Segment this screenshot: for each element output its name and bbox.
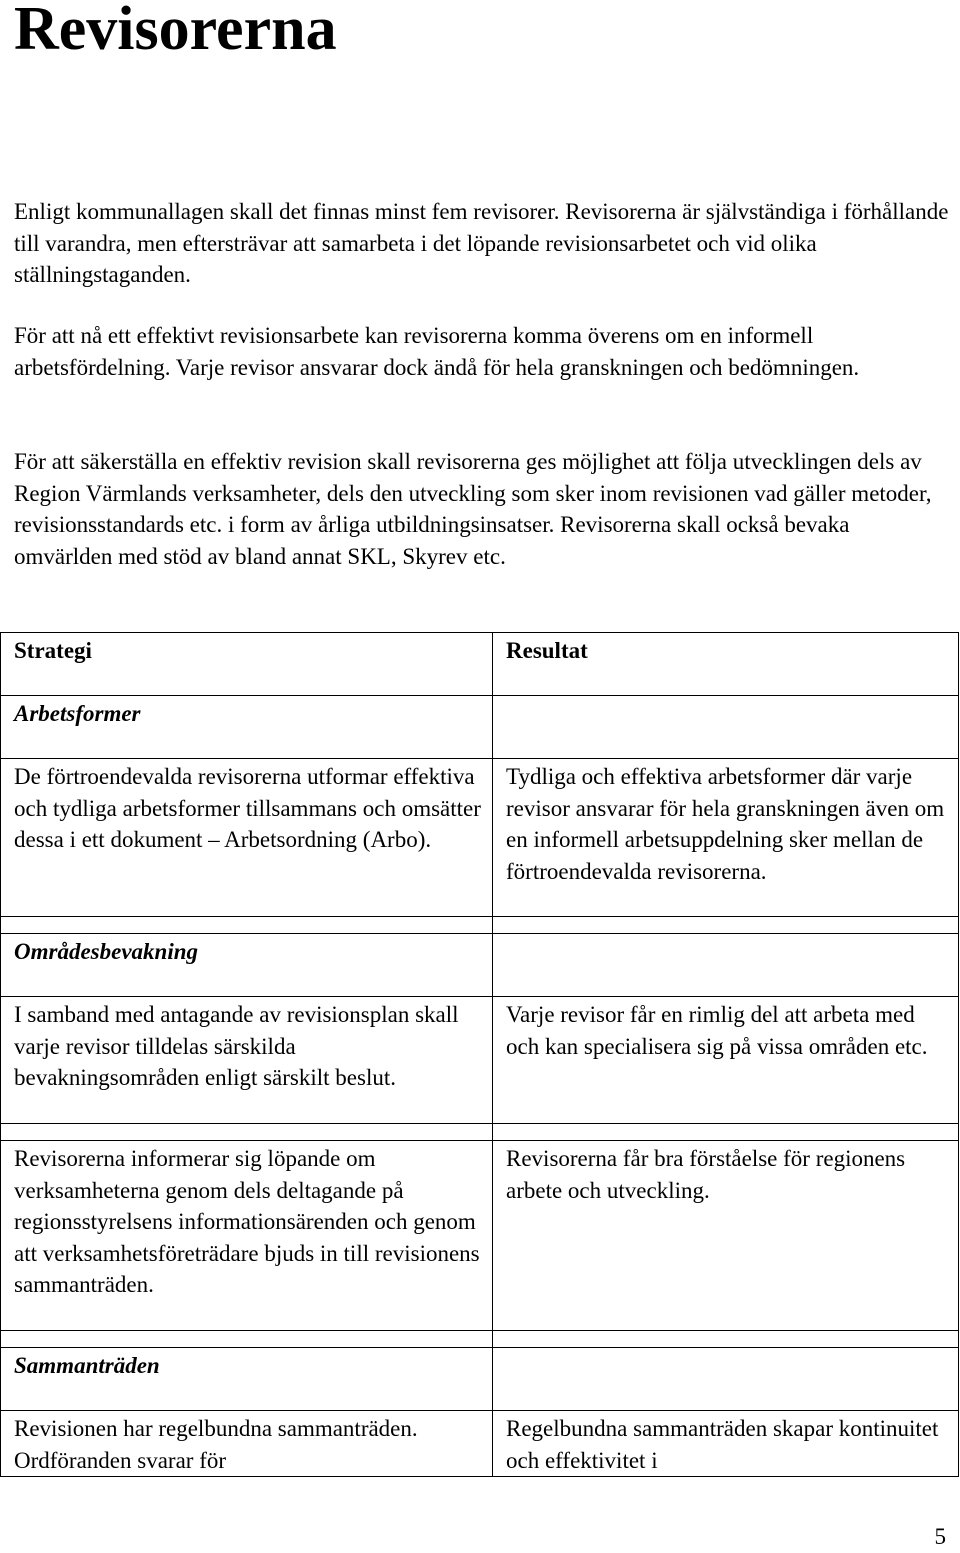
section-row-sammantraden (1, 1348, 959, 1411)
section-row-arbetsformer (1, 696, 959, 759)
paragraph-2: För att nå ett effektivt revisionsarbete kan revisorerna komma överens om en informell arbetsfördelning. Varje revisor ansvarar dock ändå för hela granskningen och bedömningen. (14, 323, 860, 380)
page-number: 5 (934, 1524, 946, 1549)
table-row (1, 1141, 959, 1331)
table-row (1, 997, 959, 1124)
table-row (1, 1411, 959, 1477)
result-cell: Revisorerna får bra förståelse för regionens arbete och utveckling. (493, 1141, 959, 1331)
empty-cell (493, 1348, 959, 1411)
section-heading-omradesbevakning: Områdesbevakning (1, 934, 493, 997)
result-cell: Regelbundna sammanträden skapar kontinuitet och effektivitet i (493, 1411, 959, 1477)
strategy-cell: Revisionen har regelbundna sammanträden. Ordföranden svarar för (1, 1411, 493, 1477)
table-header-row (1, 633, 959, 696)
empty-cell (493, 696, 959, 759)
row-gap (1, 1124, 959, 1141)
row-gap (1, 917, 959, 934)
section-row-omradesbevakning (1, 934, 959, 997)
strategy-table (0, 632, 959, 1477)
column-header-strategy: Strategi (1, 633, 493, 696)
section-heading-arbetsformer: Arbetsformer (1, 696, 493, 759)
page-title: Revisorerna (14, 0, 337, 63)
result-cell: Varje revisor får en rimlig del att arbeta med och kan specialisera sig på vissa områden etc. (493, 997, 959, 1124)
section-heading-sammantraden: Sammanträden (1, 1348, 493, 1411)
strategy-cell: De förtroendevalda revisorerna utformar effektiva och tydliga arbetsformer tillsammans och omsätter dessa i ett dokument – Arbetsordning (Arbo). (1, 759, 493, 917)
column-header-result: Resultat (493, 633, 959, 696)
strategy-cell: I samband med antagande av revisionsplan skall varje revisor tilldelas särskilda bevakningsområden enligt särskilt beslut. (1, 997, 493, 1124)
result-cell: Tydliga och effektiva arbetsformer där varje revisor ansvarar för hela granskningen även om en informell arbetsuppdelning sker mellan de förtroendevalda revisorerna. (493, 759, 959, 917)
table-row (1, 759, 959, 917)
row-gap (1, 1331, 959, 1348)
paragraph-3: För att säkerställa en effektiv revision skall revisorerna ges möjlighet att följa utvecklingen dels av Region Värmlands verksamheter, dels den utveckling som sker inom revisionen vad gäller metoder, revisionsstandards etc. i form av årliga utbildningsinsatser. Revisorerna skall också bevaka omvärlden med stöd av bland annat SKL, Skyrev etc. (14, 449, 932, 569)
strategy-cell: Revisorerna informerar sig löpande om verksamheterna genom dels deltagande på regionsstyrelsens informationsärenden och genom att verksamhetsföreträdare bjuds in till revisionens sammanträden. (1, 1141, 493, 1331)
empty-cell (493, 934, 959, 997)
paragraph-1: Enligt kommunallagen skall det finnas minst fem revisorer. Revisorerna är självständiga i förhållande till varandra, men eftersträvar att samarbeta i det löpande revisionsarbetet och vid olika ställningstaganden. (14, 199, 949, 287)
